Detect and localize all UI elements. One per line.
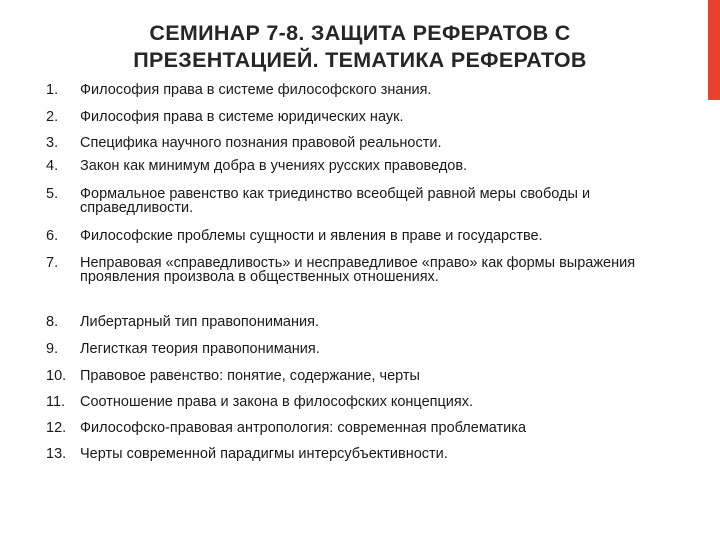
item-number: 9. <box>46 341 59 357</box>
item-number: 12. <box>46 420 67 436</box>
item-text: Философские проблемы сущности и явления в праве и государстве. <box>80 228 543 244</box>
item-number: 7. <box>46 255 59 271</box>
item-number: 1. <box>46 82 59 98</box>
item-text: Формальное равенство как триединство всеобщей равной меры свободы и справедливости. <box>80 186 591 216</box>
item-number: 2. <box>46 109 59 125</box>
item-text: Специфика научного познания правовой реальности. <box>80 135 442 151</box>
item-text: Закон как минимум добра в учениях русских правоведов. <box>80 158 468 174</box>
item-text: Черты современной парадигмы интерсубъективности. <box>80 446 448 462</box>
item-text: Легисткая теория правопонимания. <box>80 341 320 357</box>
item-number: 13. <box>46 446 67 462</box>
item-number: 3. <box>46 135 59 151</box>
item-number: 5. <box>46 186 59 202</box>
item-text: Философия права в системе философского знания. <box>80 82 432 98</box>
item-number: 8. <box>46 314 59 330</box>
title-line-1: СЕМИНАР 7-8. ЗАЩИТА РЕФЕРАТОВ С <box>149 21 571 45</box>
item-number: 4. <box>46 158 59 174</box>
item-number: 6. <box>46 228 59 244</box>
item-text: Соотношение права и закона в философских концепциях. <box>80 394 474 410</box>
title-line-2: ПРЕЗЕНТАЦИЕЙ. ТЕМАТИКА РЕФЕРАТОВ <box>133 48 587 72</box>
item-text: Философско-правовая антропология: современная проблематика <box>80 420 527 436</box>
item-number: 11. <box>46 394 66 410</box>
item-text: Либертарный тип правопонимания. <box>80 314 319 330</box>
item-text: Правовое равенство: понятие, содержание, черты <box>80 368 420 384</box>
item-text: Неправовая «справедливость» и несправедливое «право» как формы выражения проявления произвола в общественных отношениях. <box>80 255 636 285</box>
item-number: 10. <box>46 368 67 384</box>
item-text: Философия права в системе юридических наук. <box>80 109 404 125</box>
